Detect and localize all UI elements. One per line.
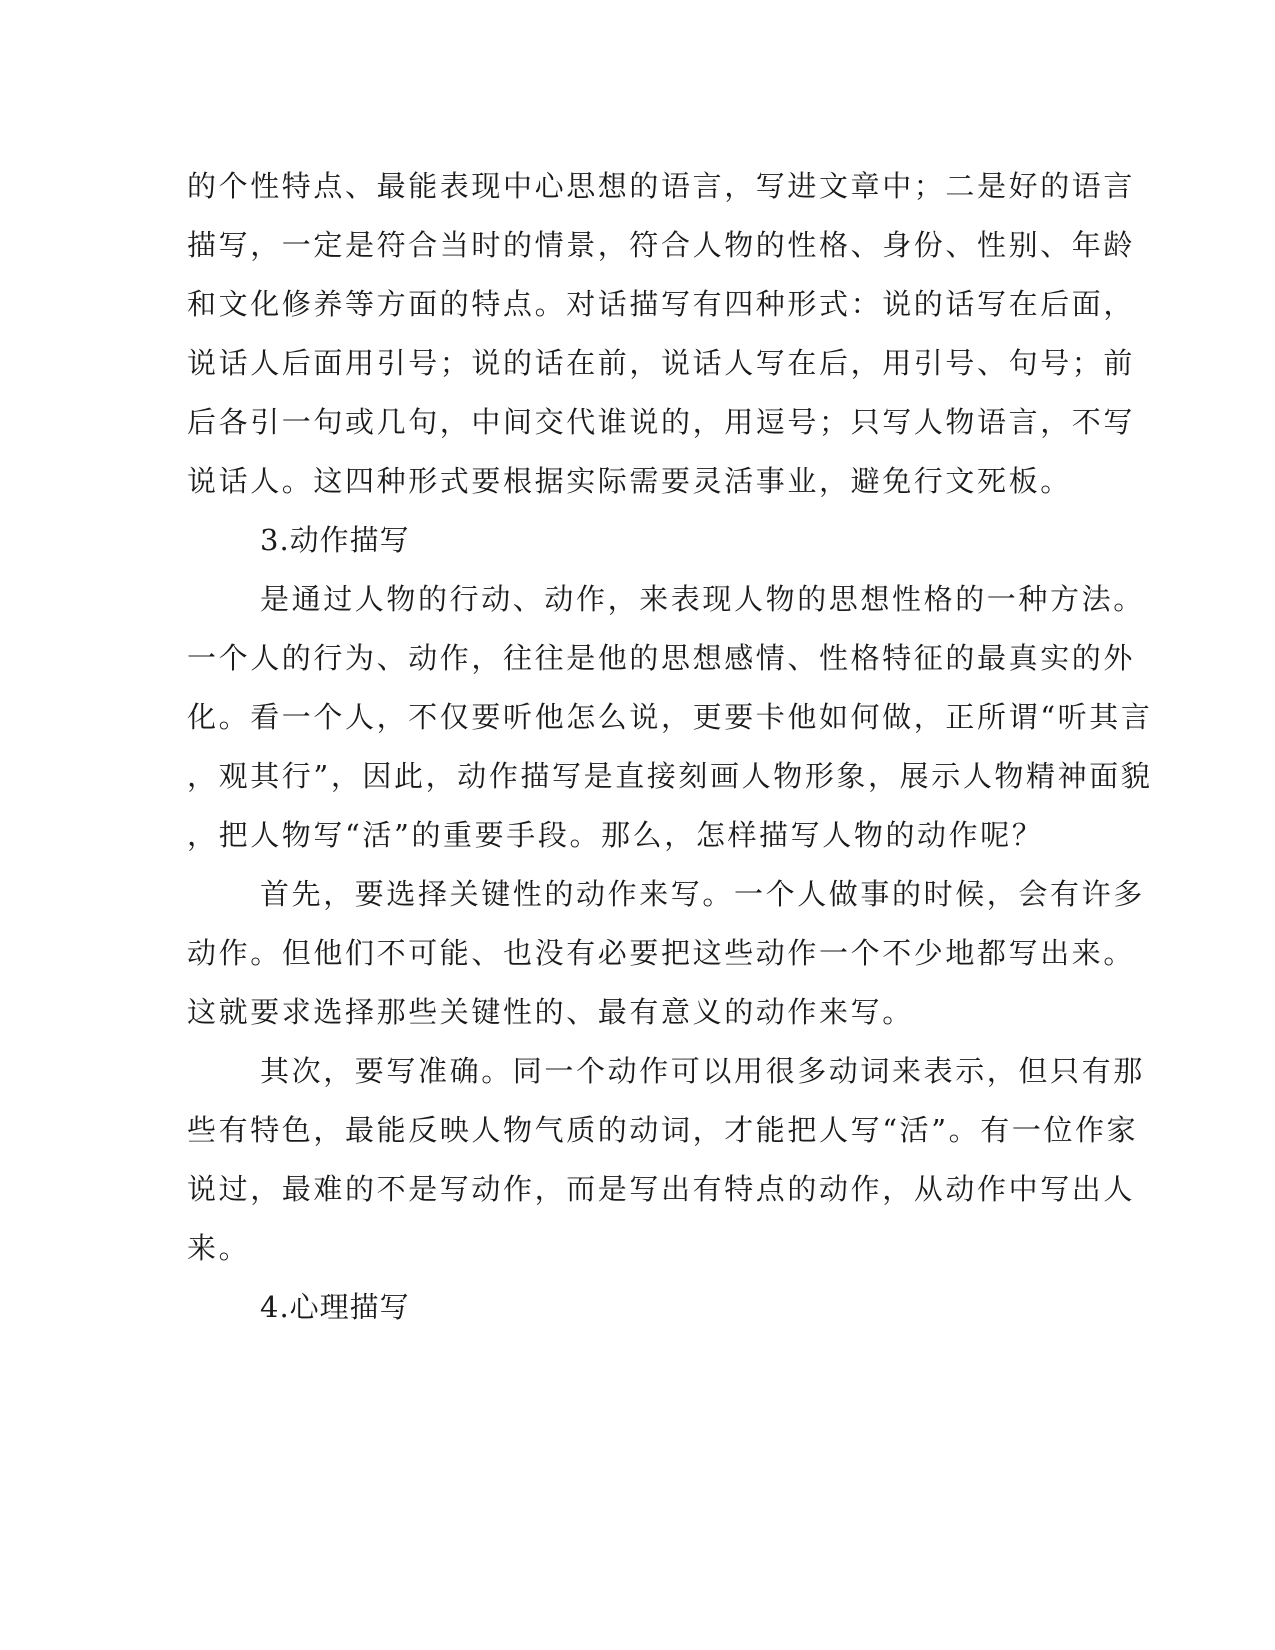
text-line: 说话人。这四种形式要根据实际需要灵活事业，避免行文死板。 (187, 464, 1072, 498)
paragraph-first-line: 其次，要写准确。同一个动作可以用很多动词来表示，但只有那 (260, 1054, 1145, 1088)
text-line: 来。 (187, 1231, 251, 1265)
paragraph-first-line: 是通过人物的行动、动作，来表现人物的思想性格的一种方法。 (260, 582, 1145, 616)
text-line: 动作。但他们不可能、也没有必要把这些动作一个不少地都写出来。 (187, 936, 1136, 970)
text-line: 这就要求选择那些关键性的、最有意义的动作来写。 (187, 995, 914, 1029)
section-heading-psychology: 4.心理描写 (260, 1290, 410, 1324)
text-line: 一个人的行为、动作，往往是他的思想感情、性格特征的最真实的外 (187, 641, 1136, 675)
text-line: 些有特色，最能反映人物气质的动词，才能把人写“活”。有一位作家 (187, 1113, 1139, 1147)
text-line: 后各引一句或几句，中间交代谁说的，用逗号；只写人物语言，不写 (187, 405, 1136, 439)
text-line: 描写，一定是符合当时的情景，符合人物的性格、身份、性别、年龄 (187, 228, 1136, 262)
paragraph-first-line: 首先，要选择关键性的动作来写。一个人做事的时候，会有许多 (260, 877, 1145, 911)
section-heading-action: 3.动作描写 (260, 523, 410, 557)
text-line: 说过，最难的不是写动作，而是写出有特点的动作，从动作中写出人 (187, 1172, 1136, 1206)
text-line: 化。看一个人，不仅要听他怎么说，更要卡他如何做，正所谓“听其言 (187, 700, 1153, 734)
text-line: 说话人后面用引号；说的话在前，说话人写在后，用引号、句号；前 (187, 346, 1136, 380)
text-line: 和文化修养等方面的特点。对话描写有四种形式：说的话写在后面， (187, 287, 1136, 321)
text-line: 的个性特点、最能表现中心思想的语言，写进文章中；二是好的语言 (187, 169, 1136, 203)
text-line: ，观其行”，因此，动作描写是直接刻画人物形象，展示人物精神面貌 (187, 759, 1153, 793)
text-line: ，把人物写“活”的重要手段。那么，怎样描写人物的动作呢？ (187, 818, 1044, 852)
